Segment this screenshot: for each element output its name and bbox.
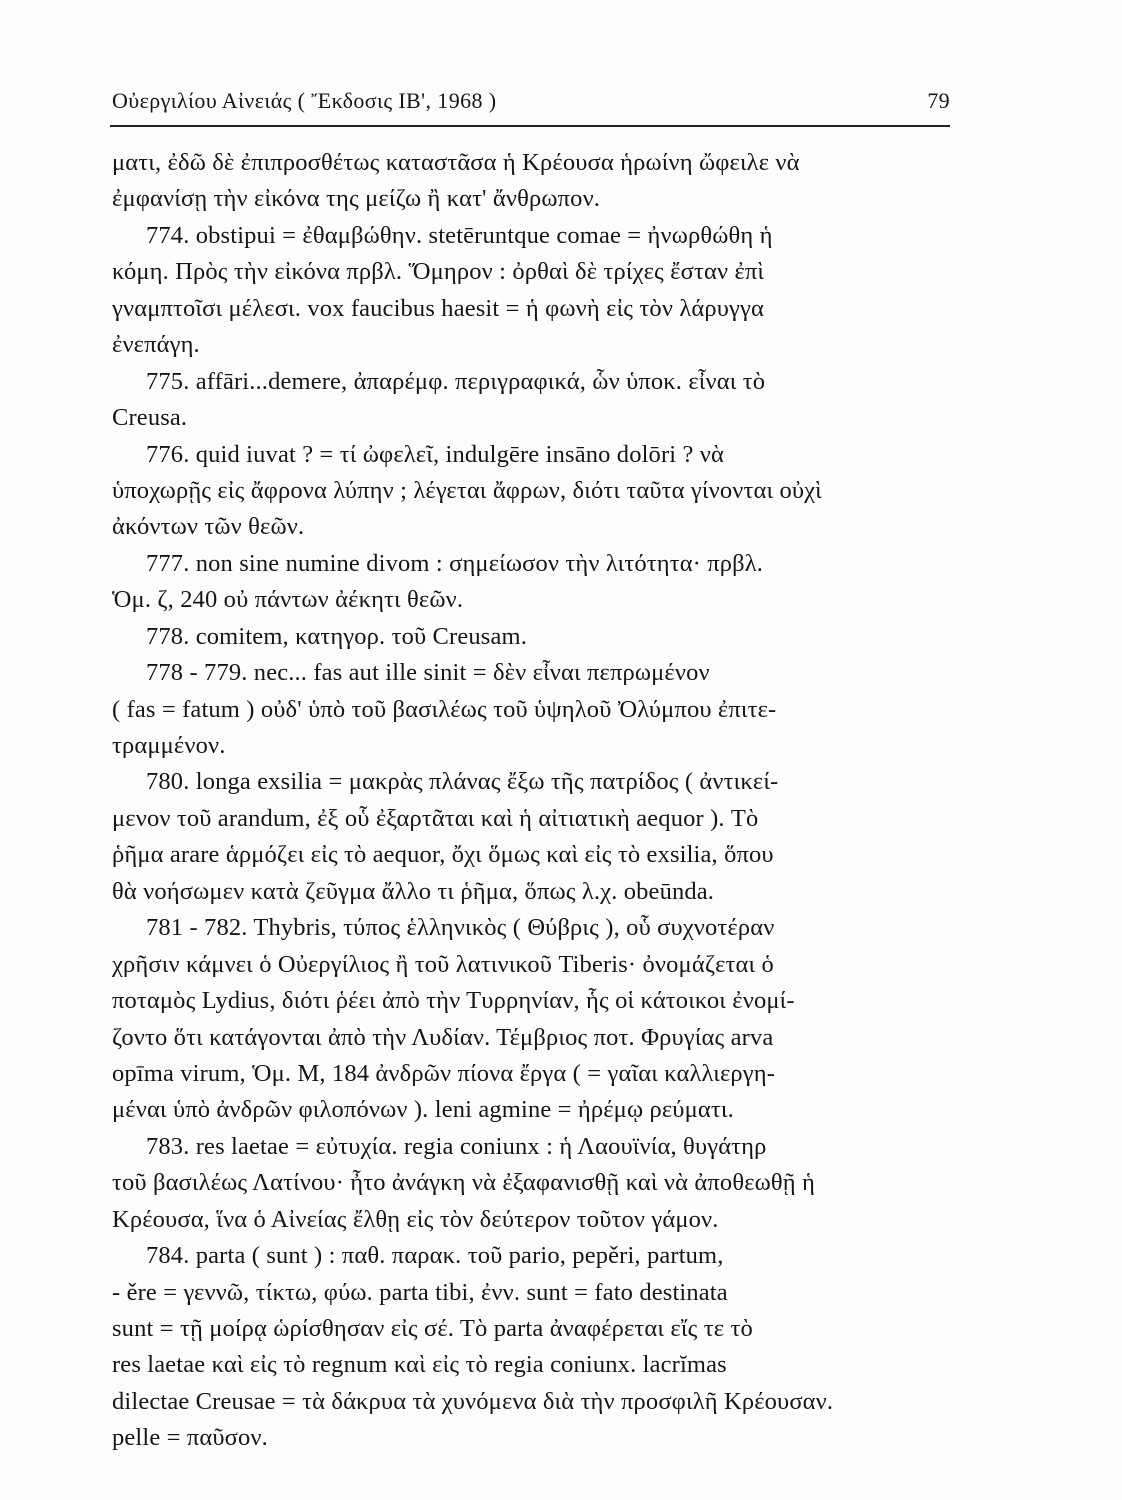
text-line: ἀκόντων τῶν θεῶν.: [112, 513, 305, 541]
text-line: ἐμφανίσῃ τὴν εἰκόνα της μείζω ἢ κατ' ἄνθρωπον.: [112, 185, 601, 213]
text-line: 777. non sine numine divom : σημείωσον τὴν λιτότητα· πρβλ.: [146, 549, 764, 577]
text-line: 778. comitem, κατηγορ. τοῦ Creusam.: [146, 622, 527, 650]
text-line: 780. longa exsilia = μακρὰς πλάνας ἔξω τῆς πατρίδος ( ἀντικεί-: [146, 768, 779, 796]
text-line: ζοντο ὅτι κατάγονται ἀπὸ τὴν Λυδίαν. Τέμβριος ποτ. Φρυγίας arva: [112, 1023, 774, 1051]
text-line: 775. affāri...demere, ἀπαρέμφ. περιγραφικά, ὧν ὑποκ. εἶναι τὸ: [146, 367, 766, 395]
text-line: 781 - 782. Thybris, τύπος ἑλληνικὸς ( Θύβρις ), οὗ συχνοτέραν: [146, 914, 775, 942]
text-line: κόμη. Πρὸς τὴν εἰκόνα πρβλ. Ὅμηρον : ὀρθαὶ δὲ τρίχες ἔσταν ἐπὶ: [112, 258, 765, 286]
text-line: ἐνεπάγη.: [112, 331, 200, 359]
text-line: sunt = τῇ μοίρᾳ ὡρίσθησαν εἰς σέ. Τὸ parta ἀναφέρεται εἴς τε τὸ: [112, 1315, 753, 1342]
page-number: 79: [927, 88, 950, 113]
text-line: 783. res laetae = εὐτυχία. regia coniunx : ἡ Λαουϊνία, θυγάτηρ: [146, 1132, 767, 1160]
text-line: ὑποχωρῇς εἰς ἄφρονα λύπην ; λέγεται ἄφρων, διότι ταῦτα γίνονται οὐχὶ: [112, 476, 822, 504]
text-line: μέναι ὑπὸ ἀνδρῶν φιλοπόνων ). leni agmine = ἠρέμῳ ρεύματι.: [112, 1096, 734, 1124]
text-line: τραμμένον.: [112, 732, 226, 759]
text-line: τοῦ βασιλέως Λατίνου· ἦτο ἀνάγκη νὰ ἐξαφανισθῇ καὶ νὰ ἀποθεωθῇ ἡ: [112, 1169, 816, 1197]
text-line: 778 - 779. nec... fas aut ille sinit = δὲν εἶναι πεπρωμένον: [146, 659, 710, 687]
text-line: 784. parta ( sunt ) : παθ. παρακ. τοῦ pario, pepěri, partum,: [146, 1242, 724, 1270]
text-line: μενον τοῦ arandum, ἐξ οὗ ἐξαρτᾶται καὶ ἡ αἰτιατικὴ aequor ). Τὸ: [112, 804, 759, 832]
text-line: χρῆσιν κάμνει ὁ Οὐεργίλιος ἢ τοῦ λατινικοῦ Tiberis· ὀνομάζεται ὁ: [112, 950, 774, 978]
text-line: dilectae Creusae = τὰ δάκρυα τὰ χυνόμενα διὰ τὴν προσφιλῆ Κρέουσαν.: [112, 1387, 834, 1415]
text-line: pelle = παῦσον.: [112, 1424, 268, 1452]
text-line: 776. quid iuvat ? = τί ὠφελεῖ, indulgēre insāno dolōri ? νὰ: [146, 440, 725, 468]
text-line: 774. obstipui = ἐθαμβώθην. stetēruntque comae = ἠνωρθώθη ἡ: [146, 221, 773, 249]
text-line: ῥῆμα arare ἁρμόζει εἰς τὸ aequor, ὄχι ὅμως καὶ εἰς τὸ exsilia, ὅπου: [112, 841, 774, 869]
text-line: ( fas = fatum ) οὐδ' ὑπὸ τοῦ βασιλέως τοῦ ὑψηλοῦ Ὀλύμπου ἐπιτε-: [112, 695, 777, 723]
text-line: - ěre = γεννῶ, τίκτω, φύω. parta tibi, ἐνν. sunt = fato destinata: [112, 1278, 728, 1306]
commentary-text: [112, 145, 950, 1457]
text-line: opīma virum, Ὁμ. Μ, 184 ἀνδρῶν πίονα ἔργα ( = γαῖαι καλλιεργη-: [112, 1059, 776, 1087]
text-line: ματι, ἐδῶ δὲ ἐπιπροσθέτως καταστᾶσα ἡ Κρέουσα ἡρωίνη ὤφειλε νὰ: [112, 149, 800, 176]
running-head-title: Οὐεργιλίου Αἰνειάς ( Ἔκδοσις ΙΒ', 1968 ): [112, 88, 497, 113]
text-line: θὰ νοήσωμεν κατὰ ζεῦγμα ἄλλο τι ῥῆμα, ὅπως λ.χ. obeūnda.: [112, 877, 715, 905]
header-rule: [110, 125, 950, 127]
running-head: [112, 88, 950, 122]
text-line: res laetae καὶ εἰς τὸ regnum καὶ εἰς τὸ regia coniunx. lacrĭmas: [112, 1351, 727, 1379]
text-line: Κρέουσα, ἵνα ὁ Αἰνείας ἔλθῃ εἰς τὸν δεύτερον τοῦτον γάμον.: [112, 1205, 719, 1233]
text-line: γναμπτοῖσι μέλεσι. vox faucibus haesit = ἡ φωνὴ εἰς τὸν λάρυγγα: [112, 294, 764, 322]
text-line: ποταμὸς Lydius, διότι ῥέει ἀπὸ τὴν Τυρρηνίαν, ἧς οἱ κάτοικοι ἐνομί-: [112, 987, 795, 1015]
text-line: Ὁμ. ζ, 240 οὐ πάντων ἀέκητι θεῶν.: [112, 586, 464, 614]
text-line: Creusa.: [112, 404, 188, 432]
